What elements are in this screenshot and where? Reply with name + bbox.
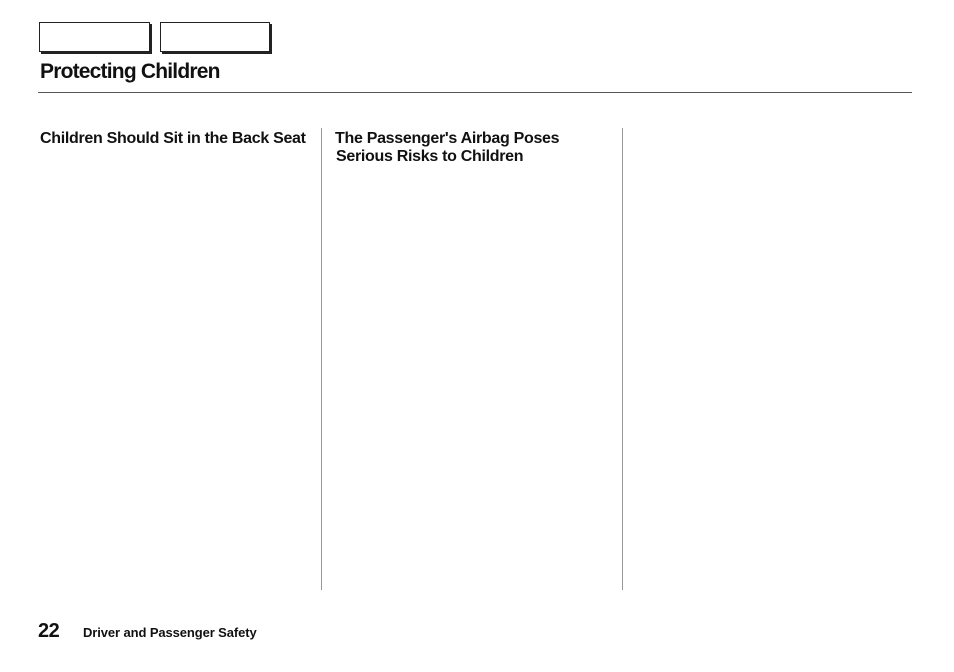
column-1-heading: Children Should Sit in the Back Seat	[40, 130, 306, 147]
column-2-heading-line-1: The Passenger's Airbag Poses	[335, 130, 560, 147]
column-divider	[622, 128, 623, 590]
page-number: 22	[38, 620, 60, 642]
title-divider	[38, 92, 912, 93]
column-2-heading	[335, 130, 605, 166]
page-title: Protecting Children	[40, 60, 220, 83]
nav-tab-button[interactable]	[160, 22, 270, 52]
column-divider	[321, 128, 322, 590]
column-2-heading-line-2: Serious Risks to Children	[336, 148, 524, 165]
section-name: Driver and Passenger Safety	[83, 625, 257, 640]
nav-tab-button[interactable]	[39, 22, 150, 52]
